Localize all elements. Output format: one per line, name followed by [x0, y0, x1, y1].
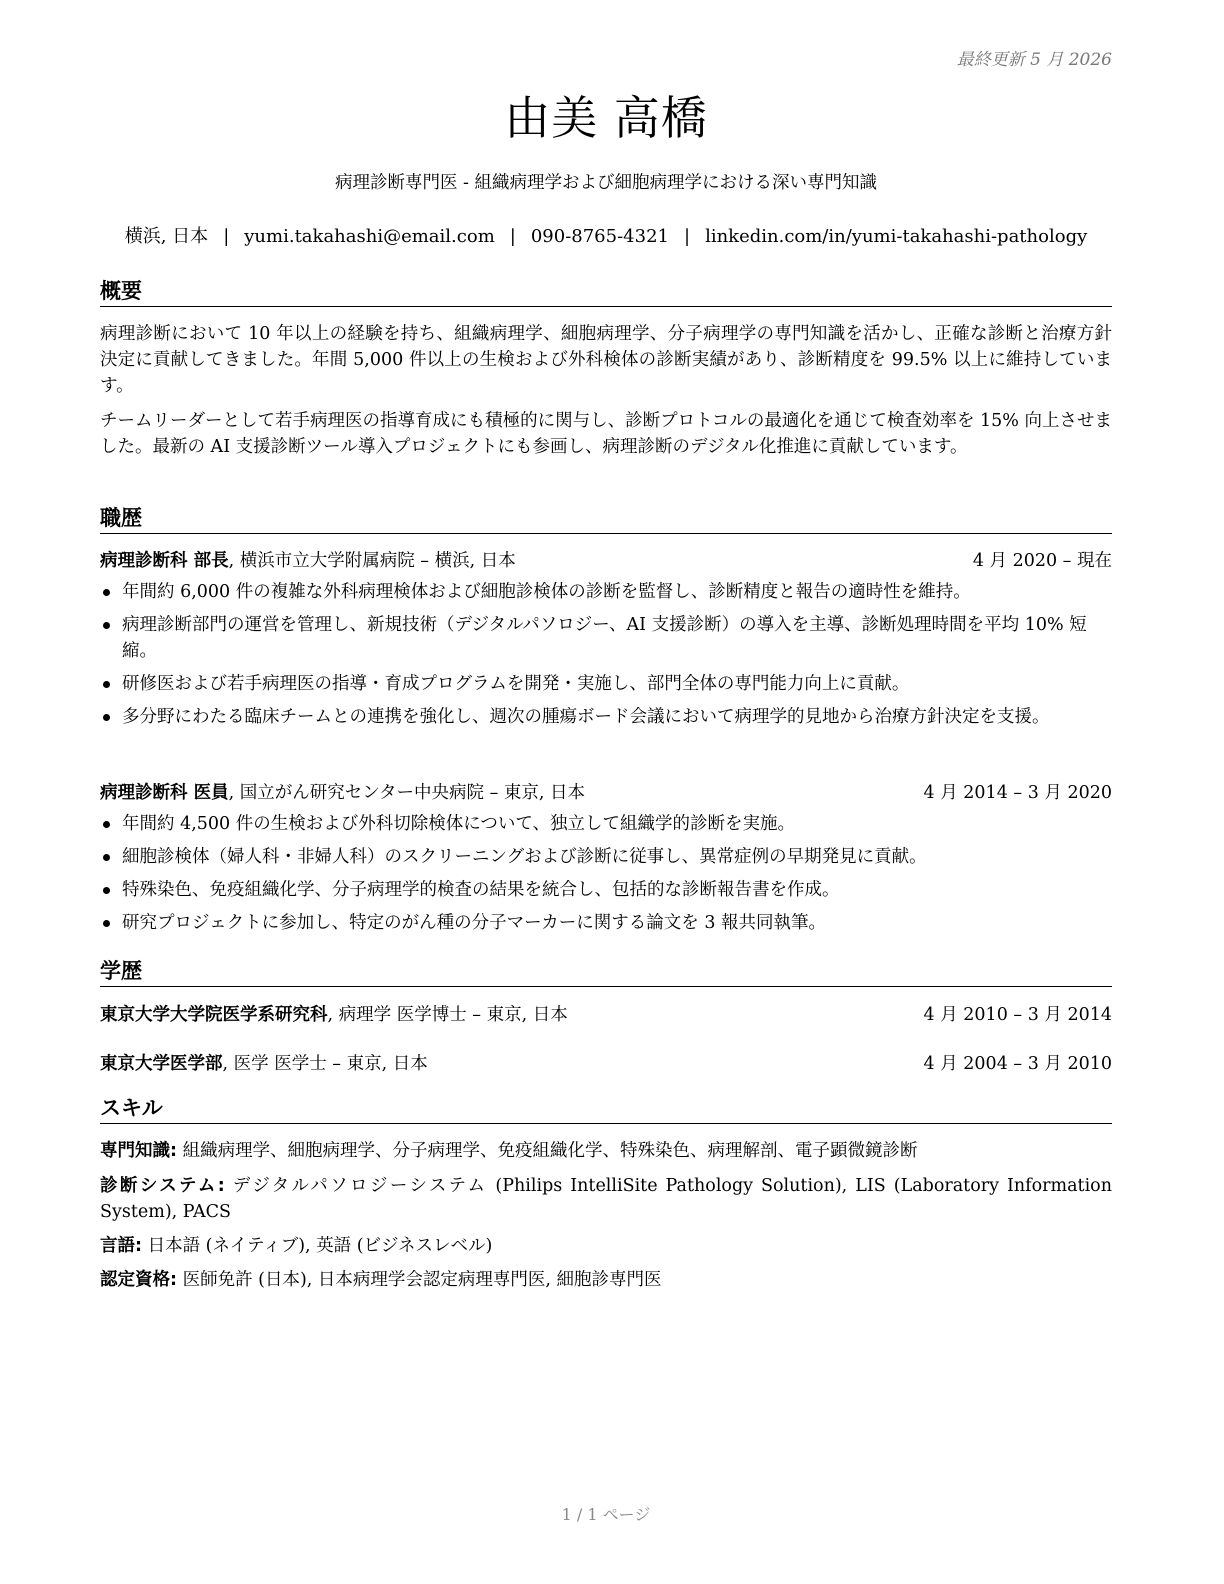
- section-title-education: 学歴: [100, 957, 1112, 987]
- summary-paragraph: 病理診断において 10 年以上の経験を持ち、組織病理学、細胞病理学、分子病理学の専門知識を活かし、正確な診断と治療方針決定に貢献してきました。年間 5,000 件以上の生検および外科検体の診断実績があり、診断精度を 99.5% 以上に維持しています。: [100, 324, 1112, 396]
- list-item: 年間約 4,500 件の生検および外科切除検体について、独立して組織学的診断を実施。: [100, 811, 1112, 837]
- experience-role: 病理診断科 医員: [100, 783, 229, 803]
- skill-value: 組織病理学、細胞病理学、分子病理学、免疫組織化学、特殊染色、病理解剖、電子顕微鏡診断: [177, 1141, 918, 1161]
- education-details: , 病理学 医学博士 – 東京, 日本: [327, 1005, 568, 1025]
- skill-label: 言語:: [100, 1236, 142, 1256]
- contact-separator: |: [223, 226, 230, 247]
- contact-separator: |: [683, 226, 691, 247]
- section-title-skills: スキル: [100, 1094, 1112, 1124]
- experience-bullets: [100, 811, 1112, 943]
- education-dates: 4 月 2010 – 3 月 2014: [923, 1005, 1112, 1025]
- contact-separator: |: [509, 226, 516, 247]
- contact-email[interactable]: yumi.takahashi@email.com: [244, 226, 495, 247]
- skill-label: 診断システム:: [100, 1176, 225, 1196]
- skill-line: [100, 1233, 1112, 1259]
- contact-location: 横浜, 日本: [124, 226, 209, 247]
- experience-dates: 4 月 2020 – 現在: [972, 551, 1112, 571]
- education-dates: 4 月 2004 – 3 月 2010: [923, 1054, 1112, 1074]
- skill-value: 日本語 (ネイティブ), 英語 (ビジネスレベル): [142, 1236, 493, 1256]
- tagline: 病理診断専門医 - 組織病理学および細胞病理学における深い専門知識: [334, 173, 878, 193]
- section-title-summary: 概要: [100, 277, 1112, 307]
- list-item: 研修医および若手病理医の指導・育成プログラムを開発・実施し、部門全体の専門能力向上に貢献。: [100, 671, 1112, 697]
- candidate-name: 由美 高橋: [504, 91, 708, 145]
- list-item: 特殊染色、免疫組織化学、分子病理学的検査の結果を統合し、包括的な診断報告書を作成。: [100, 877, 1112, 903]
- contact-phone[interactable]: 090-8765-4321: [530, 226, 669, 247]
- skill-label: 専門知識:: [100, 1141, 177, 1161]
- experience-details: , 横浜市立大学附属病院 – 横浜, 日本: [228, 551, 516, 571]
- contact-linkedin[interactable]: linkedin.com/in/yumi-takahashi-pathology: [705, 226, 1088, 247]
- education-entry-header: [100, 1051, 1112, 1077]
- experience-details: , 国立がん研究センター中央病院 – 東京, 日本: [228, 783, 586, 803]
- skill-value: 医師免許 (日本), 日本病理学会認定病理専門医, 細胞診専門医: [177, 1270, 662, 1290]
- education-school: 東京大学医学部: [100, 1054, 223, 1074]
- education-entry-header: [100, 1002, 1112, 1028]
- list-item: 病理診断部門の運営を管理し、新規技術（デジタルパソロジー、AI 支援診断）の導入を主導、診断処理時間を平均 10% 短縮。: [100, 612, 1112, 664]
- skill-line: [100, 1138, 1112, 1164]
- page-indicator: 1 / 1 ページ: [561, 1505, 651, 1524]
- skill-line: [100, 1267, 1112, 1293]
- list-item: 細胞診検体（婦人科・非婦人科）のスクリーニングおよび診断に従事し、異常症例の早期発見に貢献。: [100, 844, 1112, 870]
- skill-line: [100, 1173, 1112, 1225]
- list-item: 年間約 6,000 件の複雑な外科病理検体および細胞診検体の診断を監督し、診断精度と報告の適時性を維持。: [100, 579, 1112, 605]
- list-item: 多分野にわたる臨床チームとの連携を強化し、週次の腫瘍ボード会議において病理学的見地から治療方針決定を支援。: [100, 704, 1112, 730]
- section-title-experience: 職歴: [100, 504, 1112, 534]
- resume-page: [100, 0, 1112, 1584]
- experience-role: 病理診断科 部長: [100, 551, 229, 571]
- experience-entry-header: [100, 548, 1112, 574]
- education-school: 東京大学大学院医学系研究科: [100, 1005, 328, 1025]
- summary-paragraph: チームリーダーとして若手病理医の指導育成にも積極的に関与し、診断プロトコルの最適化を通じて検査効率を 15% 向上させました。最新の AI 支援診断ツール導入プロジェクトにも参画し、病理診断のデジタル化推進に貢献しています。: [100, 411, 1112, 457]
- skill-label: 認定資格:: [100, 1270, 177, 1290]
- education-details: , 医学 医学士 – 東京, 日本: [222, 1054, 428, 1074]
- list-item: 研究プロジェクトに参加し、特定のがん種の分子マーカーに関する論文を 3 報共同執筆。: [100, 910, 1112, 936]
- contact-line: [100, 224, 1112, 250]
- experience-bullets: [100, 579, 1112, 737]
- experience-dates: 4 月 2014 – 3 月 2020: [923, 783, 1112, 803]
- skill-value: デジタルパソロジーシステム (Philips IntelliSite Pathology Solution), LIS (Laboratory Information System), PACS: [100, 1176, 1112, 1222]
- last-updated: 最終更新 5 月 2026: [956, 50, 1112, 70]
- experience-entry-header: [100, 780, 1112, 806]
